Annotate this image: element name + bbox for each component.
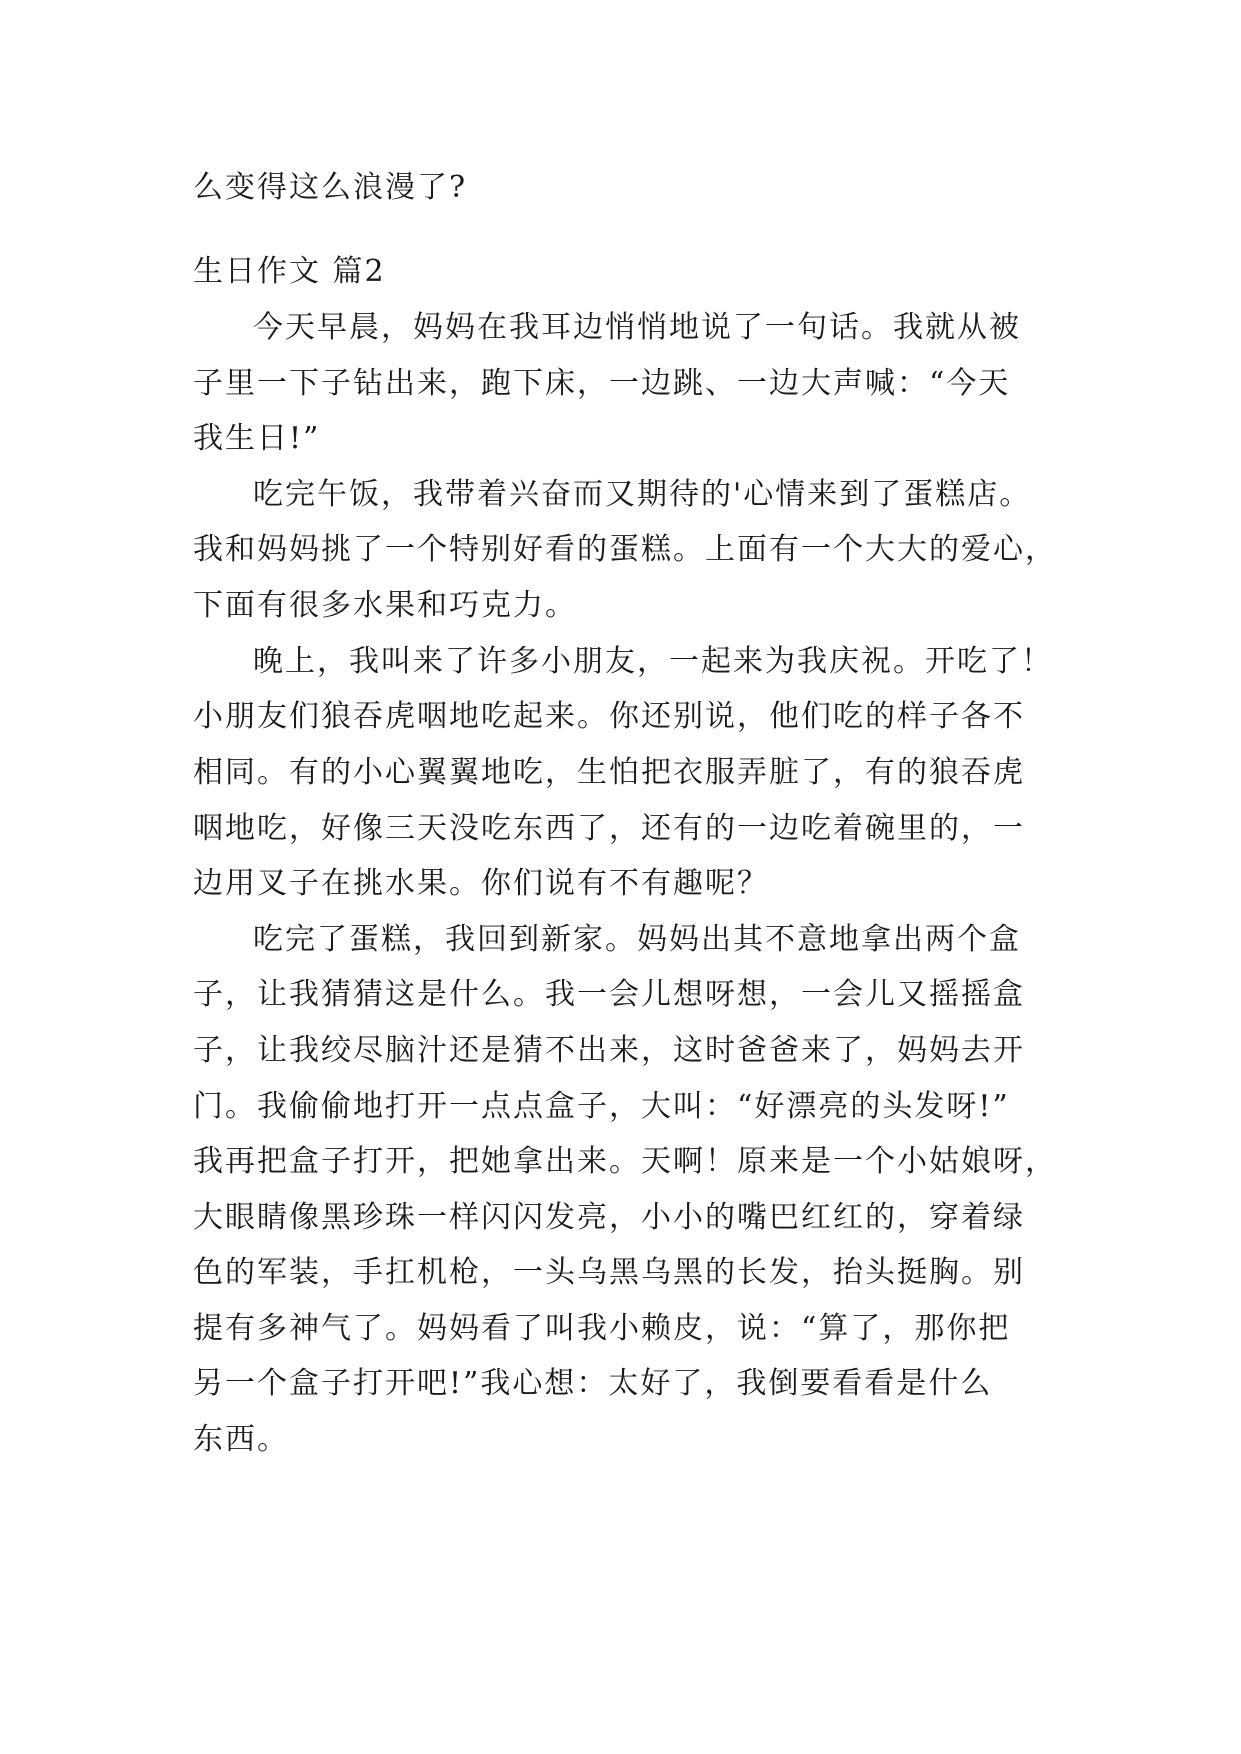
paragraph-3-line-5: 边用叉子在挑水果。你们说有不有趣呢？ bbox=[193, 866, 769, 901]
paragraph-4-line-2: 子，让我猜猜这是什么。我一会儿想呀想，一会儿又摇摇盒 bbox=[193, 977, 1025, 1012]
paragraph-4-line-3: 子，让我绞尽脑汁还是猜不出来，这时爸爸来了，妈妈去开 bbox=[193, 1033, 1025, 1068]
paragraph-4-line-10: 东西。 bbox=[193, 1422, 289, 1457]
paragraph-2-line-1: 吃完午饭，我带着兴奋而又期待的'心情来到了蛋糕店。 bbox=[253, 477, 1032, 512]
paragraph-4-line-9: 另一个盒子打开吧!”我心想：太好了，我倒要看看是什么 bbox=[193, 1366, 993, 1401]
paragraph-4-line-5: 我再把盒子打开，把她拿出来。天啊！原来是一个小姑娘呀， bbox=[193, 1144, 1057, 1179]
paragraph-3-line-2: 小朋友们狼吞虎咽地吃起来。你还别说，他们吃的样子各不 bbox=[193, 699, 1025, 734]
section-heading: 生日作文 篇2 bbox=[193, 254, 386, 289]
paragraph-2-line-3: 下面有很多水果和巧克力。 bbox=[193, 588, 577, 623]
paragraph-4-line-8: 提有多神气了。妈妈看了叫我小赖皮，说：“算了，那你把 bbox=[193, 1311, 1011, 1346]
continuation-line: 么变得这么浪漫了? bbox=[193, 170, 468, 205]
paragraph-3-line-1: 晚上，我叫来了许多小朋友，一起来为我庆祝。开吃了！ bbox=[253, 644, 1053, 679]
paragraph-2-line-2: 我和妈妈挑了一个特别好看的蛋糕。上面有一个大大的爱心， bbox=[193, 532, 1057, 567]
paragraph-3-line-3: 相同。有的小心翼翼地吃，生怕把衣服弄脏了，有的狼吞虎 bbox=[193, 755, 1025, 790]
paragraph-3-line-4: 咽地吃，好像三天没吃东西了，还有的一边吃着碗里的，一 bbox=[193, 811, 1025, 846]
paragraph-4-line-4: 门。我偷偷地打开一点点盒子，大叫：“好漂亮的头发呀!” bbox=[193, 1089, 1010, 1124]
paragraph-4-line-1: 吃完了蛋糕，我回到新家。妈妈出其不意地拿出两个盒 bbox=[253, 922, 1021, 957]
paragraph-1-line-1: 今天早晨，妈妈在我耳边悄悄地说了一句话。我就从被 bbox=[253, 310, 1021, 345]
paragraph-4-line-7: 色的军装，手扛机枪，一头乌黑乌黑的长发，抬头挺胸。别 bbox=[193, 1255, 1025, 1290]
paragraph-1-line-2: 子里一下子钻出来，跑下床，一边跳、一边大声喊：“今天 bbox=[193, 366, 1011, 401]
paragraph-1-line-3: 我生日!” bbox=[193, 421, 321, 456]
paragraph-4-line-6: 大眼睛像黑珍珠一样闪闪发亮，小小的嘴巴红红的，穿着绿 bbox=[193, 1200, 1025, 1235]
